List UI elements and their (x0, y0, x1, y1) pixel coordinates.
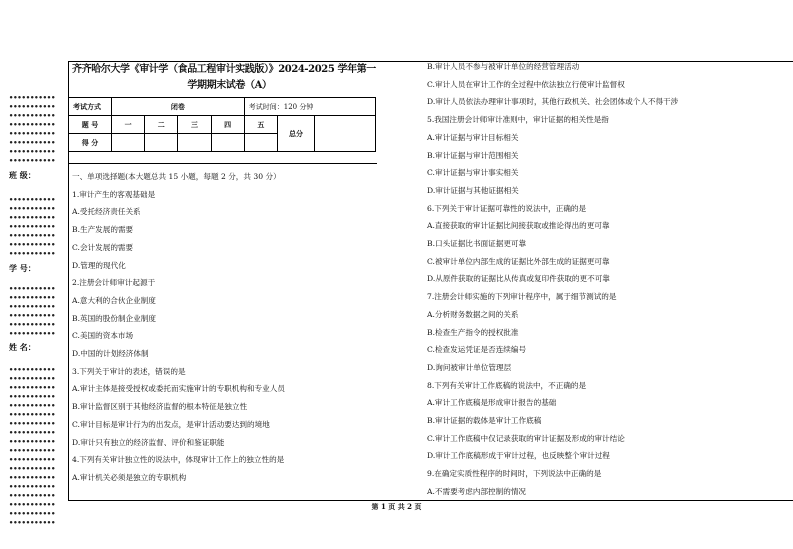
score-label: 得 分 (69, 134, 112, 152)
score-cell (112, 134, 145, 152)
question-line: A.审计机关必须是独立的专职机构 (72, 472, 187, 482)
question-line: 6.下列关于审计证据可靠性的说法中，正确的是 (427, 203, 587, 213)
question-line: A.直接获取的审计证据比间接获取或推论得出的更可靠 (427, 221, 610, 231)
binding-dot-line: ••••••••••• (9, 429, 56, 437)
question-line: 1.审计产生的客观基础是 (72, 189, 156, 199)
question-line: B.生产发展的需要 (72, 225, 134, 235)
binding-dot-line: ••••••••••• (9, 205, 56, 213)
title-line-2: 学期期末试卷（A） (187, 80, 272, 91)
question-line: B.检查生产指令的授权批准 (427, 327, 519, 337)
binding-dot-line: ••••••••••• (9, 411, 56, 419)
question-line: D.审计工作底稿形成于审计过程，也反映整个审计过程 (427, 451, 610, 461)
question-line: D.从原件获取的证据比从传真或复印件获取的更不可靠 (427, 274, 610, 284)
title-line-1: 齐齐哈尔大学《审计学（食品工程审计实践版）》2024-2025 学年第一 (72, 64, 376, 75)
question-line: 9.在确定实质性程序的时间时，下列说法中正确的是 (427, 469, 602, 479)
binding-dot-line: ••••••••••• (9, 402, 56, 410)
binding-dot-line: ••••••••••• (9, 250, 56, 258)
question-line: C.会计发展的需要 (72, 242, 134, 252)
binding-dot-line: ••••••••••• (9, 321, 56, 329)
question-line: B.英国的股份制企业制度 (72, 313, 156, 323)
score-cell (145, 134, 178, 152)
section-header: 一 (112, 116, 145, 134)
binding-dot-line: ••••••••••• (9, 241, 56, 249)
binding-dot-line: ••••••••••• (9, 312, 56, 320)
binding-dot-line: ••••••••••• (9, 519, 56, 527)
score-cell (211, 134, 244, 152)
question-line: 7.注册会计师实施的下列审计程序中，属于细节测试的是 (427, 292, 617, 302)
binding-dot-line: ••••••••••• (9, 456, 56, 464)
exam-mode-value: 闭卷 (112, 98, 245, 116)
exam-time: 考试时间：120 分钟 (244, 98, 375, 116)
question-line: B.审计人员不参与被审计单位的经营管理活动 (427, 62, 580, 71)
section-header: 五 (244, 116, 277, 134)
section-header: 四 (211, 116, 244, 134)
exam-title (72, 62, 387, 94)
question-line: C.审计证据与审计事实相关 (427, 168, 519, 178)
binding-dot-line: ••••••••••• (9, 121, 56, 129)
question-line: B.口头证据比书面证据更可靠 (427, 239, 527, 249)
binding-dot-line: ••••••••••• (9, 294, 56, 302)
binding-dot-line: ••••••••••• (9, 223, 56, 231)
binding-dot-line: ••••••••••• (9, 366, 56, 374)
score-cell (244, 134, 277, 152)
question-line: C.美国的资本市场 (72, 331, 134, 341)
question-line: D.审计只有独立的经济监督、评价和鉴证职能 (72, 437, 225, 447)
section-header: 三 (178, 116, 211, 134)
question-line: D.审计人员依法办理审计事项时，其他行政机关、社会团体或个人不得干涉 (427, 97, 679, 107)
question-line: C.审计目标是审计行为的出发点，是审计活动要达到的境地 (72, 419, 270, 429)
question-line: B.审计证据的载体是审计工作底稿 (427, 416, 542, 426)
score-cell (178, 134, 211, 152)
binding-dot-line: ••••••••••• (9, 384, 56, 392)
question-line: D.管理的现代化 (72, 260, 126, 270)
binding-dot-line: ••••••••••• (9, 148, 56, 156)
binding-dot-line: ••••••••••• (9, 103, 56, 111)
binding-dot-line: ••••••••••• (9, 420, 56, 428)
question-line: A.审计证据与审计目标相关 (427, 132, 519, 142)
binding-dot-line: ••••••••••• (9, 196, 56, 204)
section-header: 二 (145, 116, 178, 134)
student-id-label: 学 号： (9, 263, 36, 273)
name-label: 姓 名： (9, 342, 36, 352)
question-line: D.中国的计划经济体制 (72, 349, 149, 359)
binding-dot-line: ••••••••••• (9, 157, 56, 165)
binding-dots (9, 285, 55, 339)
binding-dot-line: ••••••••••• (9, 112, 56, 120)
question-line: 8.下列有关审计工作底稿的说法中，不正确的是 (427, 380, 587, 390)
binding-dots (9, 94, 55, 166)
question-line: B.审计证据与审计范围相关 (427, 150, 519, 160)
binding-dot-line: ••••••••••• (9, 285, 56, 293)
question-line: 4.下列有关审计独立性的说法中，体现审计工作上的独立性的是 (72, 455, 285, 465)
right-column-questions (427, 58, 678, 501)
binding-dot-line: ••••••••••• (9, 139, 56, 147)
question-line: A.意大利的合伙企业制度 (72, 295, 156, 305)
binding-dot-line: ••••••••••• (9, 465, 56, 473)
page-footer: 第 1 页 共 2 页 (371, 502, 422, 511)
binding-dot-line: ••••••••••• (9, 510, 56, 518)
binding-dot-line: ••••••••••• (9, 130, 56, 138)
question-line: A.审计工作底稿是形成审计报告的基础 (427, 398, 557, 408)
question-number-label: 题 号 (69, 116, 112, 134)
question-line: D.审计证据与其他证据相关 (427, 185, 519, 195)
question-line: C.被审计单位内部生成的证据比外部生成的证据更可靠 (427, 256, 610, 266)
binding-dot-line: ••••••••••• (9, 447, 56, 455)
question-line: A.分析财务数据之间的关系 (427, 309, 519, 319)
question-line: A.审计主体是接受授权或委托而实施审计的专职机构和专业人员 (72, 384, 285, 394)
question-line: C.审计人员在审计工作的全过程中依法独立行使审计监督权 (427, 79, 625, 89)
binding-dots (9, 196, 55, 259)
question-line: 3.下列关于审计的表述，错误的是 (72, 366, 186, 376)
binding-dot-line: ••••••••••• (9, 330, 56, 338)
binding-dot-line: ••••••••••• (9, 492, 56, 500)
total-score-cell (315, 116, 376, 152)
exam-mode-label: 考试方式 (69, 98, 112, 116)
binding-dot-line: ••••••••••• (9, 232, 56, 240)
binding-dot-line: ••••••••••• (9, 483, 56, 491)
question-line: 一、单项选择题(本大题总共 15 小题，每题 2 分，共 30 分） (72, 172, 281, 181)
left-column-questions (72, 168, 285, 487)
question-line: A.受托经济责任关系 (72, 207, 141, 217)
binding-dot-line: ••••••••••• (9, 214, 56, 222)
binding-dot-line: ••••••••••• (9, 303, 56, 311)
binding-dot-line: ••••••••••• (9, 501, 56, 509)
binding-dot-line: ••••••••••• (9, 474, 56, 482)
header-divider (68, 163, 377, 164)
binding-dot-line: ••••••••••• (9, 393, 56, 401)
question-line: C.检查发运凭证是否连续编号 (427, 345, 527, 355)
class-label: 班 级： (9, 170, 36, 180)
score-table (68, 97, 376, 152)
question-line: C.审计工作底稿中仅记录获取的审计证据及形成的审计结论 (427, 433, 625, 443)
binding-dot-line: ••••••••••• (9, 94, 56, 102)
question-line: 2.注册会计师审计起源于 (72, 278, 156, 288)
binding-dot-line: ••••••••••• (9, 438, 56, 446)
question-line: A.不需要考虑内部控制的情况 (427, 486, 527, 496)
question-line: 5.我国注册会计师审计准则中，审计证据的相关性是指 (427, 115, 609, 125)
question-line: B.审计监督区别于其他经济监督的根本特征是独立性 (72, 402, 248, 412)
binding-dot-line: ••••••••••• (9, 375, 56, 383)
total-score-label: 总分 (278, 116, 315, 152)
question-line: D.询问被审计单位管理层 (427, 362, 512, 372)
